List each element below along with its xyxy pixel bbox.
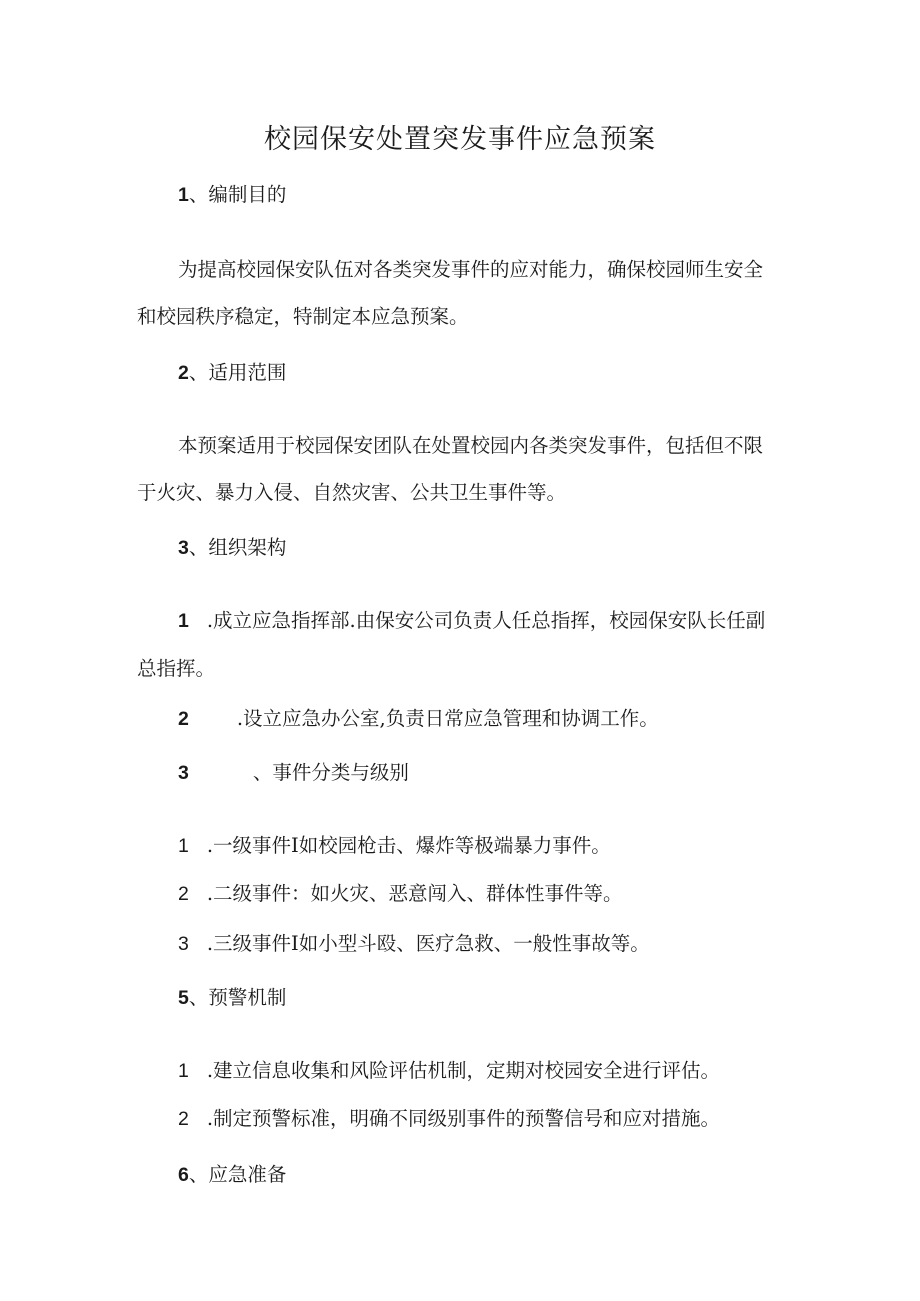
section-2-paragraph-line-2: 于火灾、暴力入侵、自然灾害、公共卫生事件等。: [137, 481, 567, 504]
section-heading-text: 、应急准备: [188, 1163, 287, 1186]
section-number: 2: [178, 362, 189, 384]
section-5-item-1: [178, 1056, 720, 1086]
section-number: 5: [178, 987, 189, 1009]
item-number: 2: [178, 1108, 189, 1130]
item-number: 1: [178, 835, 189, 857]
section-3-item-2: [178, 704, 659, 734]
event-level-item-1: [178, 831, 611, 861]
item-text: 、事件分类与级别: [252, 761, 409, 784]
document-title: 校园保安处置突发事件应急预案: [264, 124, 656, 155]
item-text: .成立应急指挥部.由保安公司负责人任总指挥，校园保安队长任副: [206, 609, 766, 632]
section-number: 3: [178, 537, 189, 559]
item-text: .设立应急办公室,负责日常应急管理和协调工作。: [236, 707, 659, 730]
event-level-item-3: [178, 929, 650, 959]
section-number: 6: [178, 1164, 189, 1186]
section-number: 1: [178, 184, 189, 206]
section-1-heading: [178, 180, 286, 210]
item-text: .制定预警标准，明确不同级别事件的预警信号和应对措施。: [206, 1107, 721, 1130]
section-heading-text: 、预警机制: [188, 986, 287, 1009]
section-heading-text: 、编制目的: [188, 183, 287, 206]
section-heading-text: 、适用范围: [188, 361, 287, 384]
section-5-heading: [178, 983, 286, 1013]
section-3-item-3: [178, 758, 409, 788]
item-text: .三级事件I如小型斗殴、医疗急救、一般性事故等。: [206, 932, 650, 955]
item-text: .一级事件I如校园枪击、爆炸等极端暴力事件。: [206, 834, 611, 857]
section-6-heading: [178, 1160, 286, 1190]
item-text: .建立信息收集和风险评估机制，定期对校园安全进行评估。: [206, 1059, 721, 1082]
section-heading-text: 、组织架构: [188, 536, 287, 559]
section-5-item-2: [178, 1104, 720, 1134]
section-2-heading: [178, 358, 286, 388]
item-number: 2: [178, 883, 189, 905]
section-3-item-1-line-2: 总指挥。: [137, 657, 216, 680]
section-3-item-1-line-1: [178, 606, 765, 636]
item-text: .二级事件：如火灾、恶意闯入、群体性事件等。: [206, 882, 623, 905]
item-number: 1: [178, 610, 189, 632]
item-number: 2: [178, 708, 189, 730]
section-1-paragraph-line-1: 为提高校园保安队伍对各类突发事件的应对能力，确保校园师生安全: [178, 258, 764, 281]
event-level-item-2: [178, 879, 623, 909]
item-number: 1: [178, 1060, 189, 1082]
item-number: 3: [178, 762, 189, 784]
item-number: 3: [178, 933, 189, 955]
section-3-heading: [178, 533, 286, 563]
section-1-paragraph-line-2: 和校园秩序稳定，特制定本应急预案。: [137, 305, 469, 328]
section-2-paragraph-line-1: 本预案适用于校园保安团队在处置校园内各类突发事件，包括但不限: [178, 434, 764, 457]
